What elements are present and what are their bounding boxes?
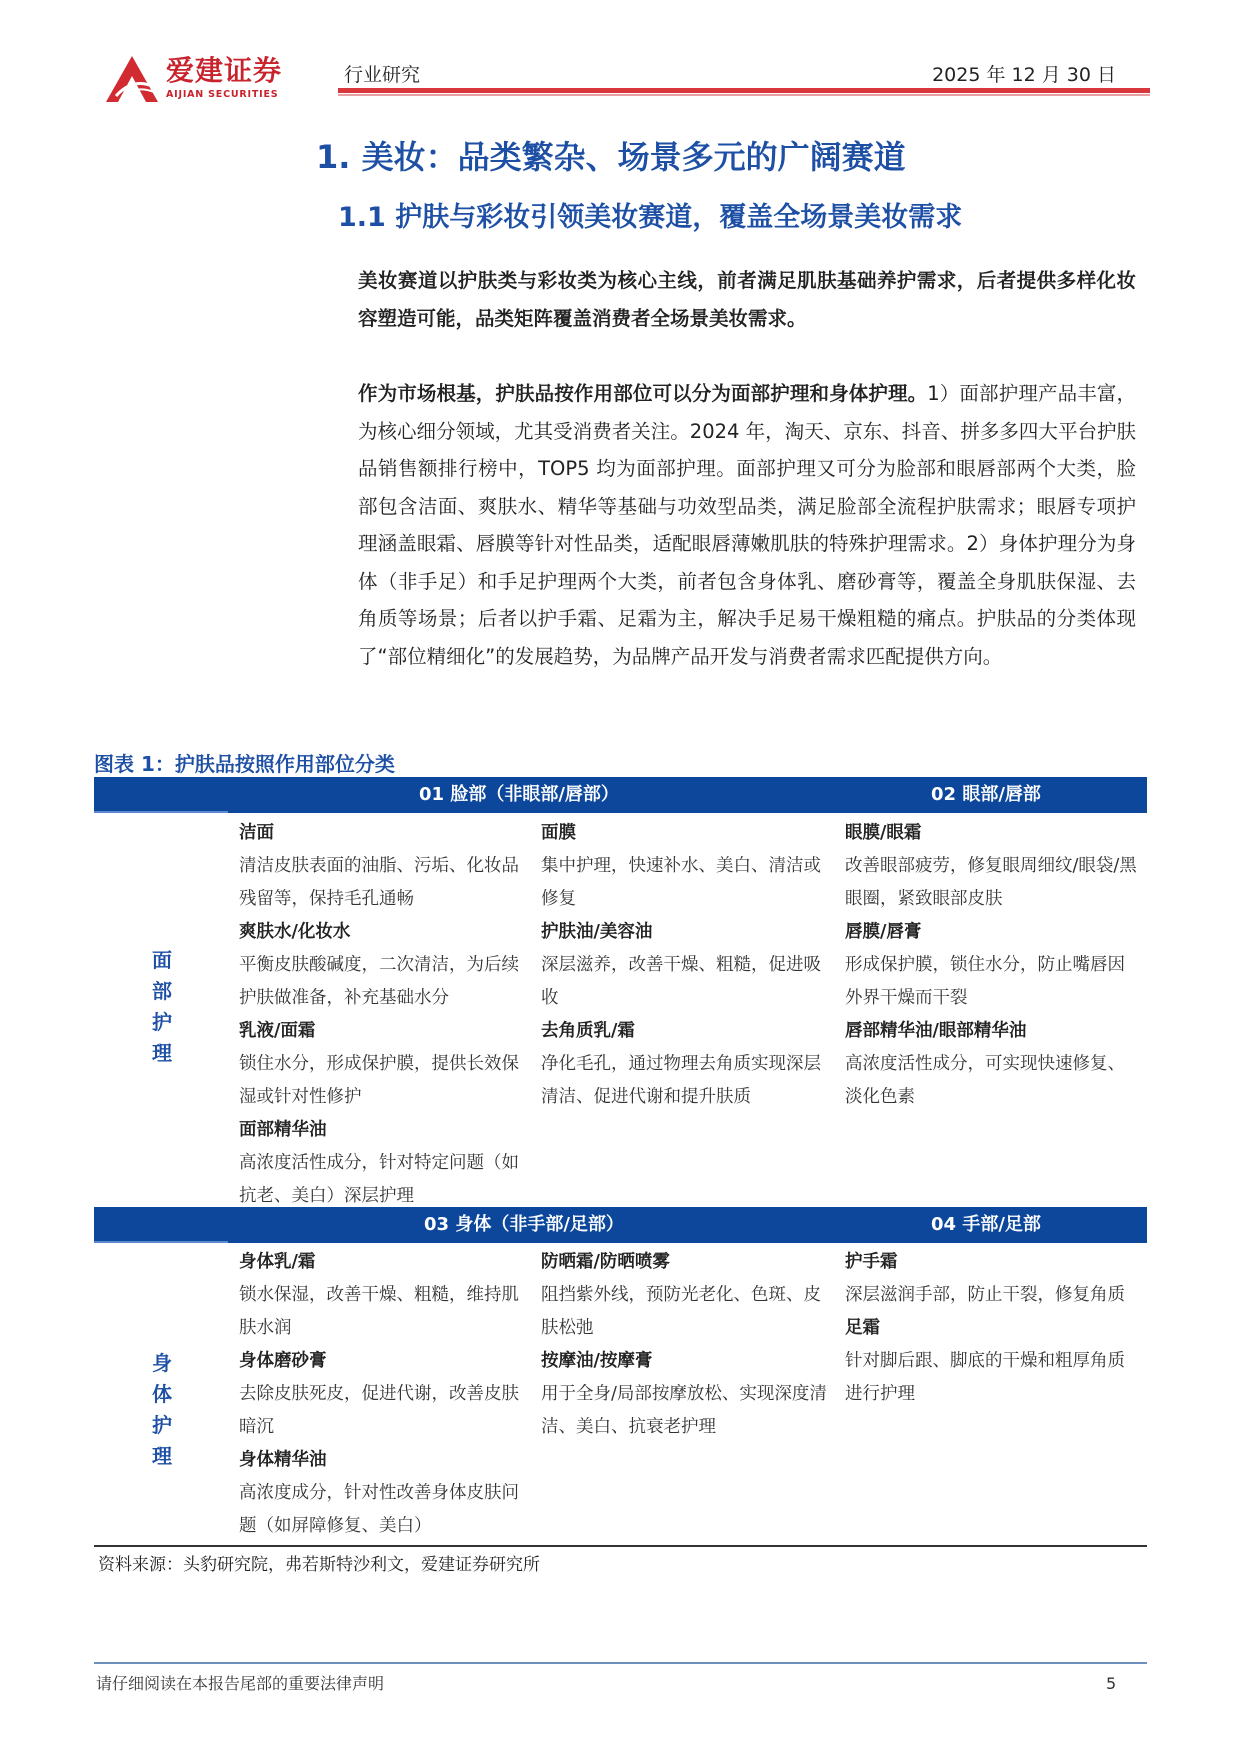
paragraph-lead: 作为市场根基，护肤品按作用部位可以分为面部护理和身体护理。 — [358, 382, 928, 405]
body-paragraph — [358, 375, 1136, 675]
item-title: 去角质乳/霜 — [541, 1021, 635, 1041]
item-desc: 高浓度成分，针对性改善身体皮肤问题（如屏障修复、美白） — [239, 1483, 519, 1536]
item-desc: 阻挡紫外线，预防光老化、色斑、皮肤松弛 — [541, 1285, 821, 1338]
figure-source: 资料来源：头豹研究院，弗若斯特沙利文，爱建证券研究所 — [98, 1555, 540, 1575]
legal-disclaimer-note: 请仔细阅读在本报告尾部的重要法律声明 — [96, 1674, 385, 1693]
logo-a-icon — [106, 56, 158, 102]
figure-title: 图表 1：护肤品按照作用部位分类 — [94, 752, 395, 776]
item-title: 身体精华油 — [239, 1450, 327, 1470]
header-divider — [338, 88, 1150, 93]
item-desc: 形成保护膜，锁住水分，防止嘴唇因外界干燥而干裂 — [845, 955, 1125, 1008]
item-desc: 深层滋润手部，防止干裂，修复角质 — [845, 1285, 1125, 1305]
item-desc: 用于全身/局部按摩放松、实现深度清洁、美白、抗衰老护理 — [541, 1384, 827, 1437]
item-title: 乳液/面霜 — [239, 1021, 316, 1041]
logo-chinese-name: 爱建证券 — [166, 54, 283, 87]
logo-english-name: AIJIAN SECURITIES — [166, 89, 279, 100]
band-underline — [94, 811, 228, 813]
table-band-body — [94, 1207, 1147, 1243]
group-header-body: 03 身体（非手部/足部） — [424, 1214, 624, 1235]
item-title: 爽肤水/化妆水 — [239, 922, 351, 942]
table-column — [541, 817, 833, 1114]
item-title: 眼膜/眼霜 — [845, 823, 922, 843]
item-desc: 集中护理，快速补水、美白、清洁或修复 — [541, 856, 821, 909]
item-title: 唇部精华油/眼部精华油 — [845, 1021, 1027, 1041]
item-desc: 改善眼部疲劳，修复眼周细纹/眼袋/黑眼圈，紧致眼部皮肤 — [845, 856, 1137, 909]
section-heading: 1. 美妆：品类繁杂、场景多元的广阔赛道 — [316, 138, 906, 176]
table-column — [239, 817, 531, 1213]
page-number: 5 — [1106, 1674, 1117, 1693]
side-label-facial: 面 部 护 理 — [152, 948, 172, 1065]
item-desc: 高浓度活性成分，可实现快速修复、淡化色素 — [845, 1054, 1125, 1107]
item-desc: 净化毛孔，通过物理去角质实现深层清洁、促进代谢和提升肤质 — [541, 1054, 821, 1107]
item-desc: 锁水保湿，改善干燥、粗糙，维持肌肤水润 — [239, 1285, 519, 1338]
summary-paragraph: 美妆赛道以护肤类与彩妆类为核心主线，前者满足肌肤基础养护需求，后者提供多样化妆容塑造可能，品类矩阵覆盖消费者全场景美妆需求。 — [358, 269, 1136, 330]
item-desc: 深层滋养，改善干燥、粗糙，促进吸收 — [541, 955, 821, 1008]
header-divider-thin — [338, 94, 1150, 96]
table-bottom-rule — [94, 1545, 1147, 1547]
item-title: 身体乳/霜 — [239, 1252, 316, 1272]
item-desc: 针对脚后跟、脚底的干燥和粗厚角质进行护理 — [845, 1351, 1125, 1404]
item-title: 唇膜/唇膏 — [845, 922, 922, 942]
item-title: 面膜 — [541, 823, 576, 843]
table-column — [239, 1246, 531, 1543]
table-column — [541, 1246, 833, 1444]
item-title: 洁面 — [239, 823, 274, 843]
subsection-heading: 1.1 护肤与彩妆引领美妆赛道，覆盖全场景美妆需求 — [338, 202, 963, 233]
table-column — [845, 1246, 1137, 1411]
item-desc: 高浓度活性成分，针对特定问题（如抗老、美白）深层护理 — [239, 1153, 519, 1206]
table-column — [845, 817, 1137, 1114]
company-logo — [106, 54, 291, 104]
band-underline — [94, 1241, 228, 1243]
item-title: 护手霜 — [845, 1252, 898, 1272]
report-date: 2025 年 12 月 30 日 — [932, 64, 1116, 86]
group-header-face: 01 脸部（非眼部/唇部） — [419, 784, 619, 805]
item-desc: 锁住水分，形成保护膜，提供长效保湿或针对性修护 — [239, 1054, 519, 1107]
item-title: 面部精华油 — [239, 1120, 327, 1140]
item-title: 按摩油/按摩膏 — [541, 1351, 653, 1371]
item-title: 防晒霜/防晒喷雾 — [541, 1252, 670, 1272]
item-title: 身体磨砂膏 — [239, 1351, 327, 1371]
report-category: 行业研究 — [344, 64, 421, 86]
item-title: 护肤油/美容油 — [541, 922, 653, 942]
group-header-eye-lip: 02 眼部/唇部 — [931, 784, 1041, 805]
item-desc: 清洁皮肤表面的油脂、污垢、化妆品残留等，保持毛孔通畅 — [239, 856, 519, 909]
item-desc: 平衡皮肤酸碱度，二次清洁，为后续护肤做准备，补充基础水分 — [239, 955, 519, 1008]
item-title: 足霜 — [845, 1318, 880, 1338]
footer-divider — [94, 1662, 1147, 1664]
group-header-hand-foot: 04 手部/足部 — [931, 1214, 1041, 1235]
item-desc: 去除皮肤死皮，促进代谢，改善皮肤暗沉 — [239, 1384, 519, 1437]
table-band-facial — [94, 777, 1147, 813]
side-label-body: 身 体 护 理 — [152, 1351, 172, 1468]
paragraph-body: 1）面部护理产品丰富，为核心细分领域，尤其受消费者关注。2024 年，淘天、京东、抖音、拼多多四大平台护肤品销售额排行榜中，TOP5 均为面部护理。面部护理又可分为脸部和眼唇部两个大类，脸部包含洁面、爽肤水、精华等基础与功效型品类，满足脸部全流程护肤需求；眼唇专项护理涵盖眼霜、唇膜等针对性品类，适配眼唇薄嫩肌肤的特殊护理需求。2）身体护理分为身体（非手足）和手足护理两个大类，前者包含身体乳、磨砂膏等，覆盖全身肌肤保湿、去角质等场景；后者以护手霜、足霜为主，解决手足易干燥粗糙的痛点。护肤品的分类体现了“部位精细化”的发展趋势，为品牌产品开发与消费者需求匹配提供方向。 — [358, 382, 1136, 668]
